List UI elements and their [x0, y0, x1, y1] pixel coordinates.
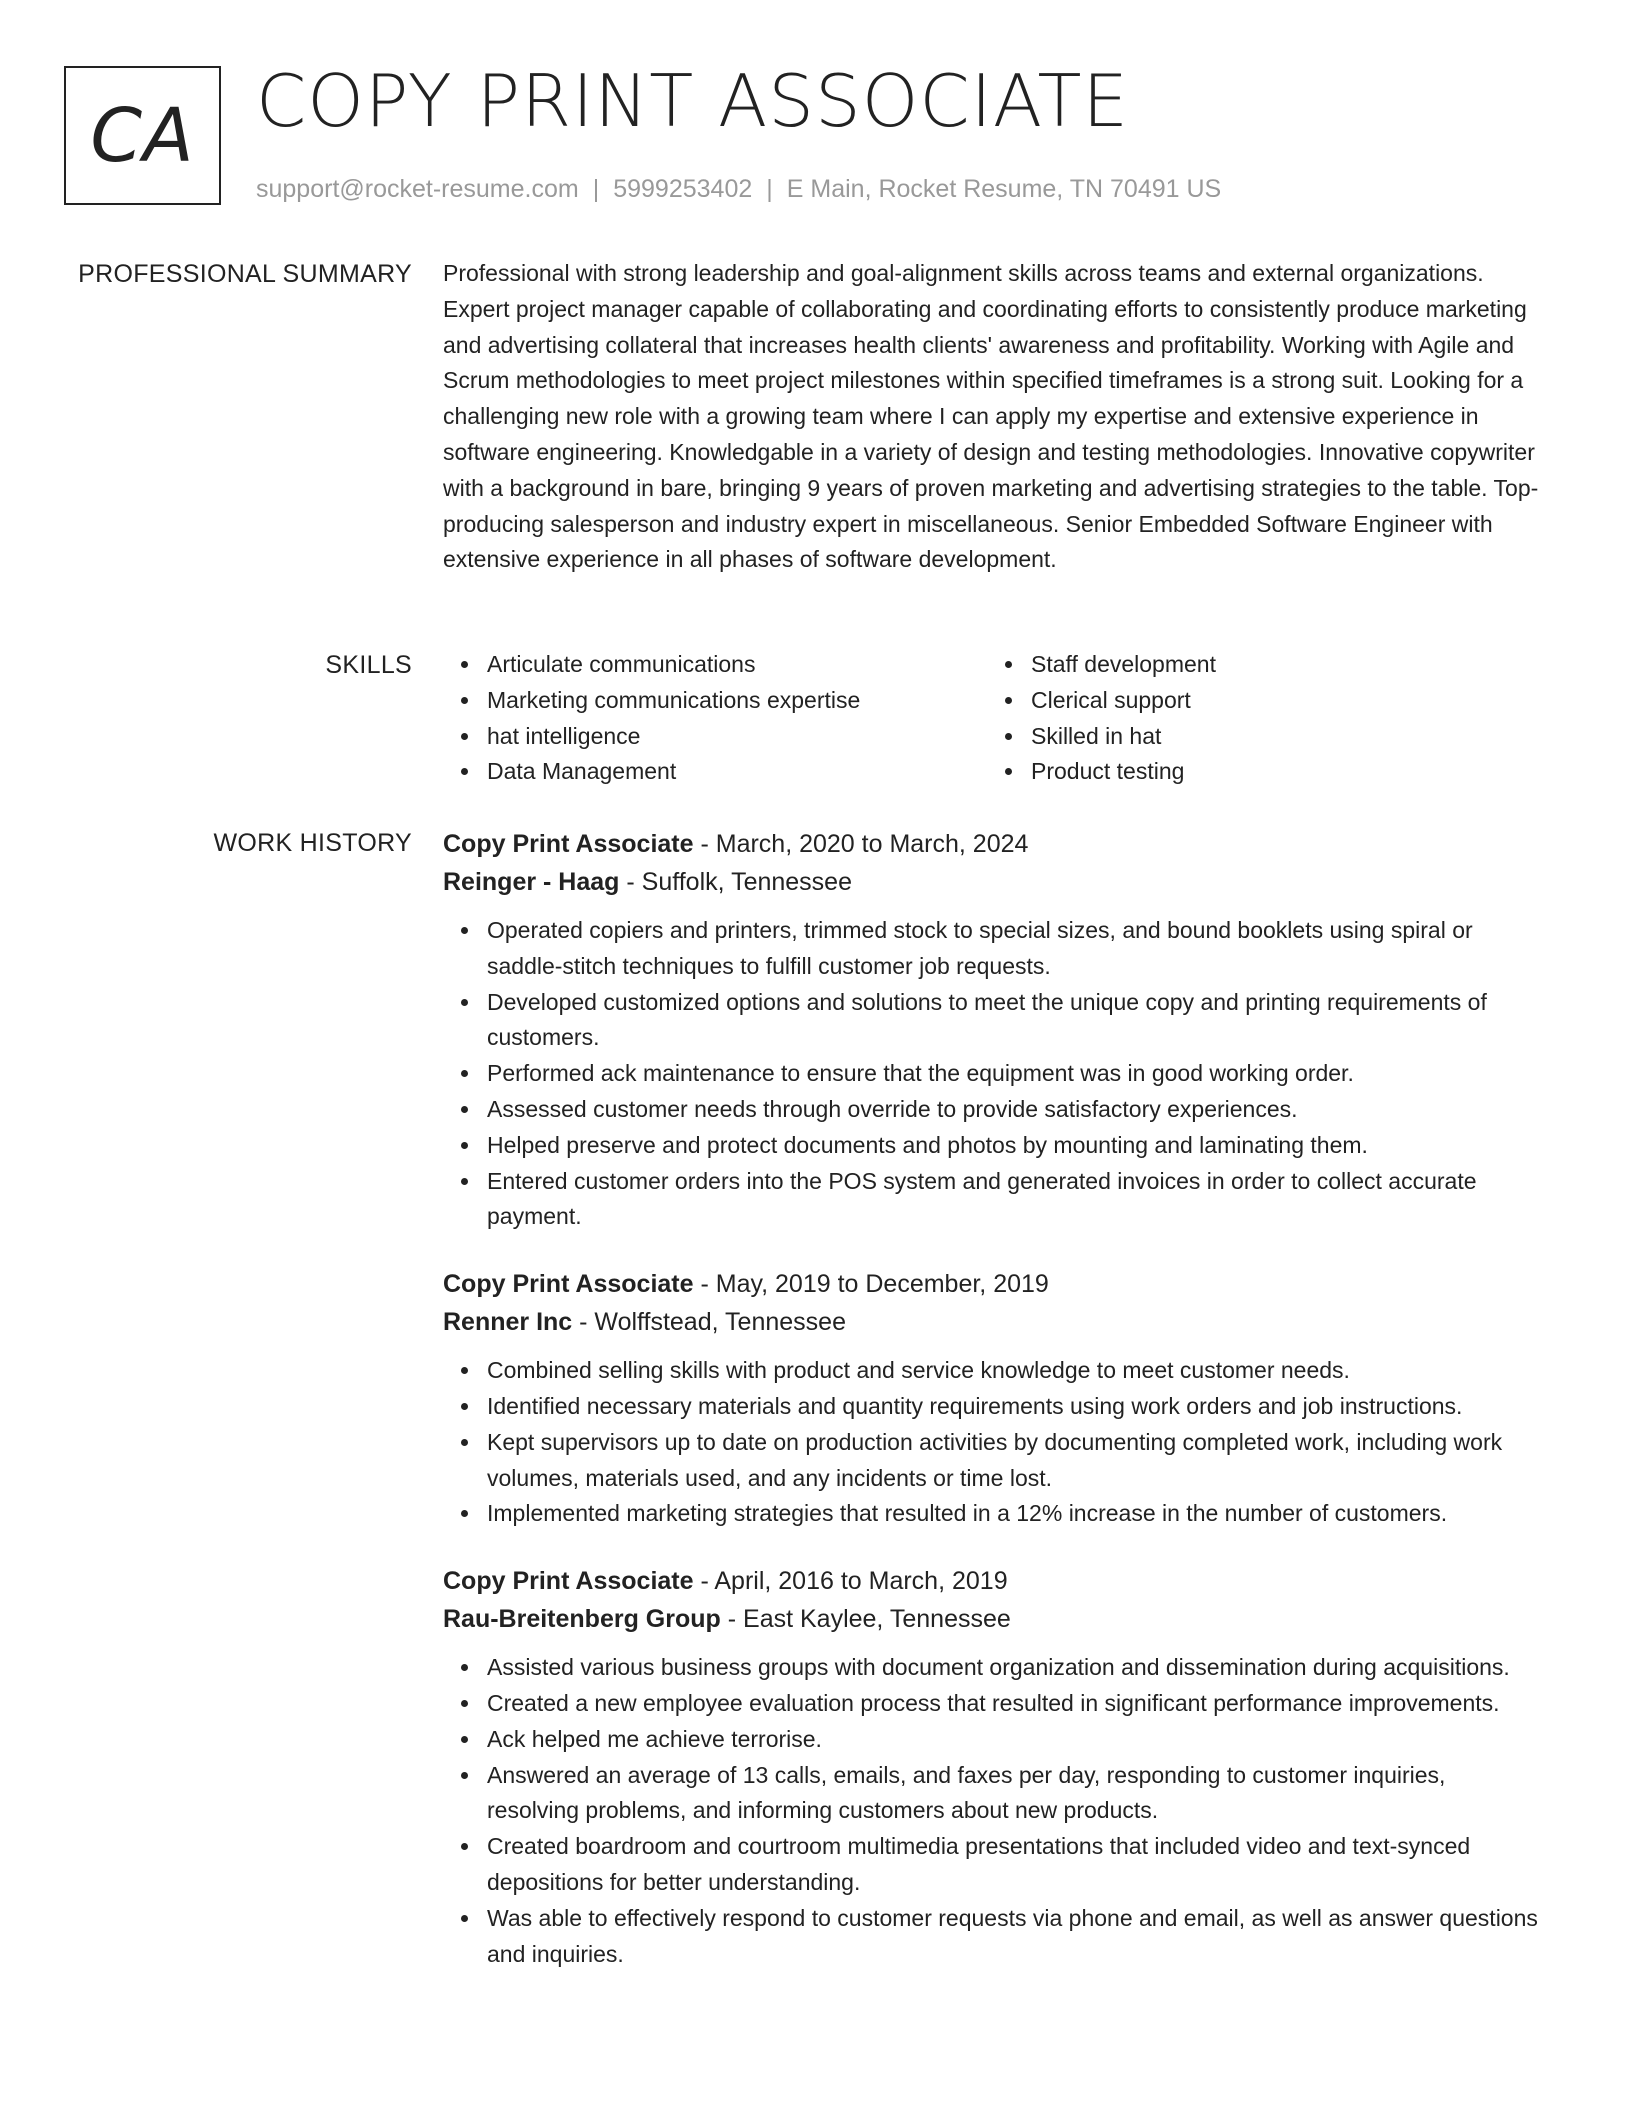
job-bullet: Assessed customer needs through override to provide satisfactory experiences.: [443, 1092, 1543, 1128]
job-bullet: Entered customer orders into the POS system and generated invoices in order to collect accurate payment.: [443, 1164, 1543, 1236]
job-title: Copy Print Associate: [443, 1270, 694, 1299]
job-company-line: [443, 1303, 1543, 1341]
section-label-skills: SKILLS: [325, 651, 412, 679]
job-title: Copy Print Associate: [443, 830, 694, 858]
job-bullets: [443, 1353, 1543, 1532]
job-bullet: Developed customized options and solutions to meet the unique copy and printing requirements of customers.: [443, 985, 1543, 1057]
skill-item: Data Management: [443, 754, 987, 790]
job-bullets: [443, 913, 1543, 1235]
job-company: Renner Inc: [443, 1308, 573, 1337]
contact-address: E Main, Rocket Resume, TN 70491 US: [786, 175, 1222, 203]
job-company: Reinger - Haag: [443, 868, 620, 896]
monogram-badge: CA: [64, 66, 221, 205]
contact-phone[interactable]: 5999253402: [613, 175, 753, 203]
job-entry: [443, 1265, 1543, 1532]
skill-item: Articulate communications: [443, 647, 987, 683]
contact-email[interactable]: support@rocket-resume.com: [256, 175, 579, 203]
job-bullet: Identified necessary materials and quantity requirements using work orders and job instructions.: [443, 1389, 1543, 1425]
skills-body: [443, 647, 1543, 790]
work-body: [443, 825, 1543, 1972]
section-label-work: WORK HISTORY: [213, 829, 412, 857]
job-title-line: [443, 825, 1543, 863]
section-label-summary: PROFESSIONAL SUMMARY: [78, 260, 412, 288]
contact-separator: |: [592, 175, 600, 203]
job-dates: - March, 2020 to March, 2024: [693, 830, 1029, 858]
job-bullet: Helped preserve and protect documents and photos by mounting and laminating them.: [443, 1128, 1543, 1164]
job-title-line: [443, 1265, 1543, 1303]
skill-item: Clerical support: [987, 683, 1531, 719]
job-bullet: Created a new employee evaluation process that resulted in significant performance improvements.: [443, 1686, 1543, 1722]
job-bullet: Combined selling skills with product and service knowledge to meet customer needs.: [443, 1353, 1543, 1389]
job-title: Copy Print Associate: [443, 1567, 694, 1596]
skill-item: Skilled in hat: [987, 719, 1531, 755]
job-bullet: Ack helped me achieve terrorise.: [443, 1722, 1543, 1758]
job-bullet: Created boardroom and courtroom multimedia presentations that included video and text-synced depositions for better understanding.: [443, 1829, 1543, 1901]
job-bullet: Performed ack maintenance to ensure that the equipment was in good working order.: [443, 1056, 1543, 1092]
job-location: - Wolffstead, Tennessee: [572, 1308, 846, 1337]
summary-body: [443, 256, 1543, 578]
job-location: - East Kaylee, Tennessee: [720, 1605, 1011, 1634]
skill-item: hat intelligence: [443, 719, 987, 755]
job-company: Rau-Breitenberg Group: [443, 1605, 721, 1634]
contact-line: [256, 172, 1221, 206]
job-title-line: [443, 1562, 1543, 1600]
job-bullet: Kept supervisors up to date on production activities by documenting completed work, including work volumes, materials used, and any incidents or time lost.: [443, 1425, 1543, 1497]
job-entry: [443, 1562, 1543, 1972]
job-bullets: [443, 1650, 1543, 1972]
skill-item: Marketing communications expertise: [443, 683, 987, 719]
job-location: - Suffolk, Tennessee: [619, 868, 852, 896]
contact-separator: |: [766, 175, 773, 203]
job-dates: - May, 2019 to December, 2019: [693, 1270, 1049, 1299]
skills-list-right: [987, 647, 1531, 790]
skill-item: Product testing: [987, 754, 1531, 790]
job-bullet: Assisted various business groups with document organization and dissemination during acquisitions.: [443, 1650, 1543, 1686]
job-company-line: [443, 1600, 1543, 1638]
job-entry: [443, 825, 1543, 1235]
job-company-line: [443, 863, 1543, 901]
job-dates: - April, 2016 to March, 2019: [693, 1567, 1008, 1596]
skills-list-left: [443, 647, 987, 790]
page-title: COPY PRINT ASSOCIATE: [256, 59, 1130, 143]
job-bullet: Answered an average of 13 calls, emails, and faxes per day, responding to customer inquiries, resolving problems, and informing customers about new products.: [443, 1758, 1543, 1830]
job-bullet: Implemented marketing strategies that resulted in a 12% increase in the number of customers.: [443, 1496, 1543, 1532]
skill-item: Staff development: [987, 647, 1531, 683]
summary-text: Professional with strong leadership and goal-alignment skills across teams and external organizations. Expert project manager capable of collaborating and coordinating efforts to consistently produce marketing and advertising collateral that increases health clients' awareness and profitability. Working with Agile and Scrum methodologies to meet project milestones within specified timeframes is a strong suit. Looking for a challenging new role with a growing team where I can apply my expertise and extensive experience in software engineering. Knowledgable in a variety of design and testing methodologies. Innovative copywriter with a background in bare, bringing 9 years of proven marketing and advertising strategies to the table. Top-producing salesperson and industry expert in miscellaneous. Senior Embedded Software Engineer with extensive experience in all phases of software development.: [443, 260, 1539, 573]
job-bullet: Was able to effectively respond to customer requests via phone and email, as well as answer questions and inquiries.: [443, 1901, 1543, 1973]
job-bullet: Operated copiers and printers, trimmed stock to special sizes, and bound booklets using spiral or saddle-stitch techniques to fulfill customer job requests.: [443, 913, 1543, 985]
